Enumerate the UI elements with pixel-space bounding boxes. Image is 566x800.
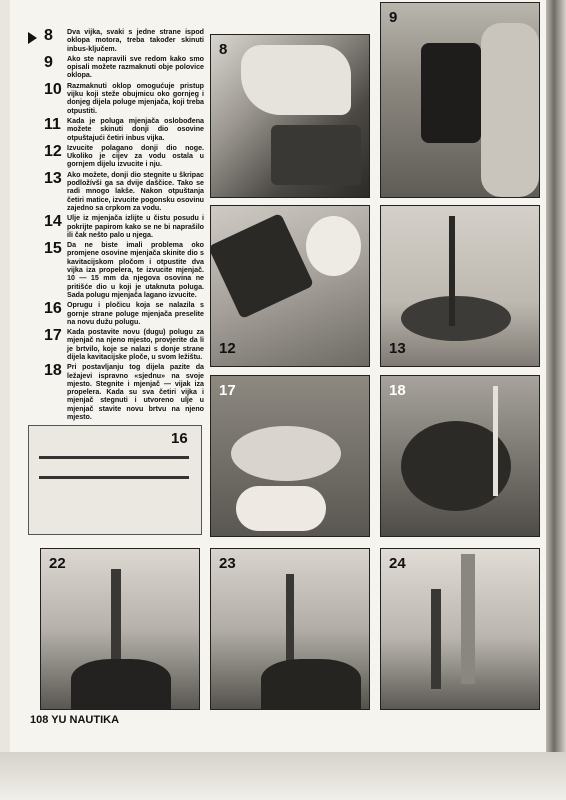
photo-number: 8 xyxy=(219,41,228,58)
photo-shape xyxy=(271,125,361,185)
step-text: Razmaknuti oklop omogućuje pristup vijku koji steže obujmicu oko gornjeg i donjeg dijela poluge mjenjača, koji treba otpustiti. xyxy=(67,81,204,115)
photo-shape xyxy=(236,486,326,531)
photo-shape xyxy=(210,213,314,319)
photo-number: 18 xyxy=(389,382,406,399)
photo-number: 9 xyxy=(389,9,398,26)
photo-number: 16 xyxy=(171,430,188,447)
step-15 xyxy=(44,241,204,299)
step-number: 8 xyxy=(44,27,53,44)
photo-18 xyxy=(380,375,540,537)
page-bottom-shadow xyxy=(0,752,566,800)
step-number: 16 xyxy=(44,300,62,318)
step-12 xyxy=(44,144,204,169)
step-10 xyxy=(44,82,204,115)
photo-8 xyxy=(210,34,370,198)
step-16 xyxy=(44,301,204,326)
rod-long xyxy=(39,456,189,459)
photo-23 xyxy=(210,548,370,710)
step-text: Ako možete, donji dio stegnite u škripac podložívši ga sa dvije daščice. Tako se radi mnogo lakše. Nakon otpuštanja četiri matice, izvucite pogonsku osovinu zajedno sa crpkom za vodu. xyxy=(67,170,204,212)
step-9 xyxy=(44,55,204,80)
step-8 xyxy=(44,28,204,53)
photo-22 xyxy=(40,548,200,710)
photo-number: 12 xyxy=(219,340,236,357)
step-text: Izvucite polagano donji dio noge. Ukoliko je cijev za vodu ostala u gornjem dijelu izvucite i nju. xyxy=(67,143,204,169)
photo-shape xyxy=(261,659,361,709)
step-text: Kada je poluga mjenjača oslobođena možete skinuti donji dio osovine otpuštajući četiri inbus vijka. xyxy=(67,116,204,142)
step-number: 10 xyxy=(44,80,62,98)
step-17 xyxy=(44,328,204,361)
photo-shape xyxy=(231,426,341,481)
instruction-text-column xyxy=(44,28,204,423)
photo-13 xyxy=(380,205,540,367)
step-number: 12 xyxy=(44,142,62,160)
step-11 xyxy=(44,117,204,142)
step-text: Ako ste napravili sve redom kako smo opisali možete razmaknuti obje polovice oklopa. xyxy=(67,54,204,80)
photo-12 xyxy=(210,205,370,367)
photo-shape xyxy=(421,43,481,143)
photo-number: 13 xyxy=(389,340,406,357)
step-text: Da ne biste imali problema oko promjene osovine mjenjača skinite dio s kavitacijskom pločom i otpustite dva vijka iza propelera, te izvucite mjenjač. 10 — 15 mm da njegova osovina ne pritišće dio u koji je utaknuta poluga. Sada polugu mjenjača lagano izvucite. xyxy=(67,241,204,299)
step-marker-icon xyxy=(28,32,37,44)
photo-shape xyxy=(241,45,351,115)
step-text: Oprugu i pločicu koja se nalazila s gornje strane poluge mjenjača preselite na novu dužu polugu. xyxy=(67,301,204,326)
step-13 xyxy=(44,171,204,212)
photo-shape xyxy=(71,659,171,709)
step-text: Ulje iz mjenjača izlijte u čistu posudu i pokrijte papirom kako se ne bi naprašilo ili čak nešto palo u njega. xyxy=(67,214,204,239)
photo-shape xyxy=(461,554,475,684)
step-14 xyxy=(44,214,204,239)
photo-shape xyxy=(306,216,361,276)
step-number: 18 xyxy=(44,362,62,380)
photo-9 xyxy=(380,2,540,198)
step-number: 9 xyxy=(44,53,53,71)
step-text: Kada postavite novu (dugu) polugu za mjenjač na njeno mjesto, provjerite da li je brtvilo, koje se nalazi s donje strane dijela kavitacijske ploče, u svom ležištu. xyxy=(67,328,204,361)
photo-shape xyxy=(401,296,511,341)
photo-number: 24 xyxy=(389,555,406,572)
page-footer: 108 YU NAUTIKA xyxy=(30,714,120,726)
photo-shape xyxy=(449,216,455,326)
photo-shape xyxy=(493,386,498,496)
photo-24 xyxy=(380,548,540,710)
photo-17 xyxy=(210,375,370,537)
step-18 xyxy=(44,363,204,421)
photo-shape xyxy=(431,589,441,689)
page-edge xyxy=(546,0,566,752)
step-number: 14 xyxy=(44,213,62,231)
photo-number: 17 xyxy=(219,382,236,399)
rod-short xyxy=(39,476,189,479)
step-number: 11 xyxy=(44,115,61,133)
photo-16 xyxy=(28,425,202,535)
step-number: 17 xyxy=(44,327,62,345)
step-number: 15 xyxy=(44,240,62,258)
step-text: Dva vijka, svaki s jedne strane ispod oklopa motora, treba također skinuti inbus-ključem. xyxy=(67,28,204,53)
photo-number: 23 xyxy=(219,555,236,572)
step-number: 13 xyxy=(44,169,62,187)
step-text: Pri postavljanju tog dijela pazite da ležajevi ispravno «sjednu» na svoje mjesto. Stegnite i mjenjač — vijak iza propelera. Kada su sva četiri vijka i mjenjač stegnuti i utvoreno ulje u mjenjač stavite novu brtvu na njeno mjesto. xyxy=(67,363,204,422)
photo-number: 22 xyxy=(49,555,66,572)
photo-shape xyxy=(481,23,539,197)
